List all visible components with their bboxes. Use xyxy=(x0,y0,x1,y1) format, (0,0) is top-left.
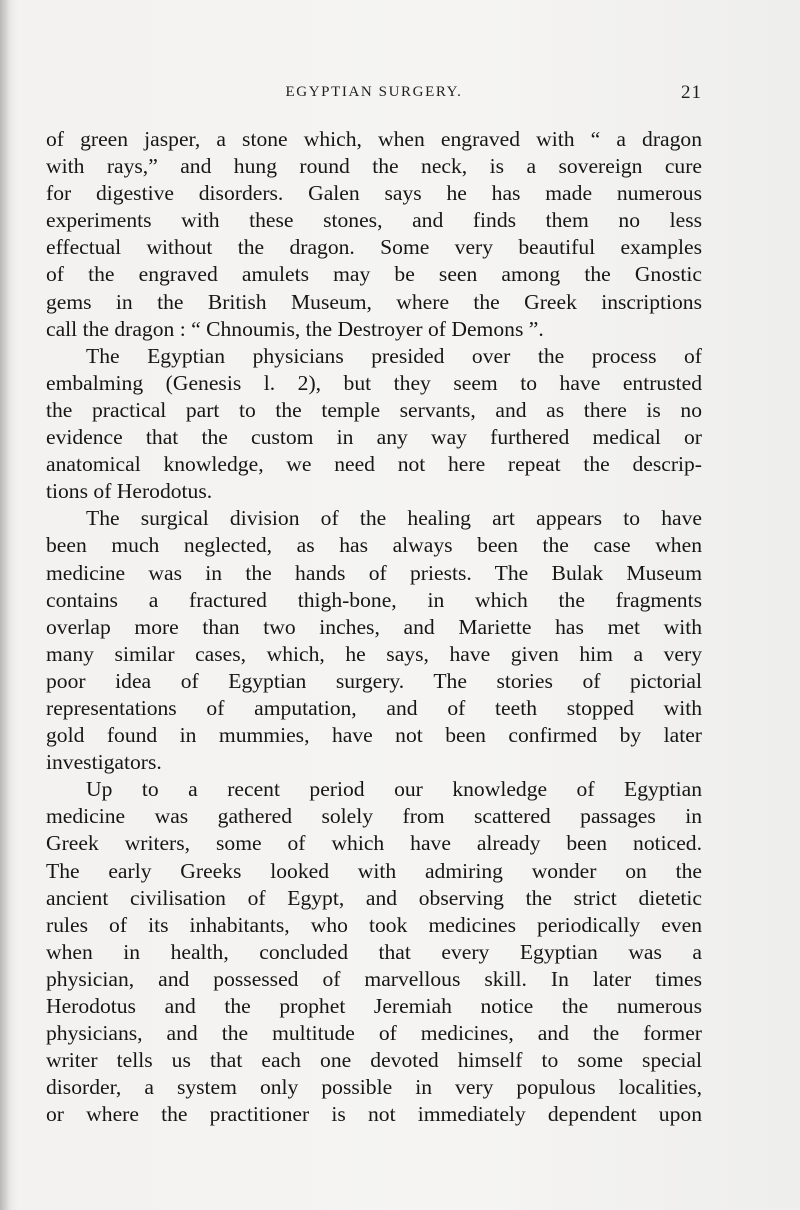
text-line: ancient civilisation of Egypt, and observing the strict dietetic xyxy=(46,885,702,910)
text-line: gems in the British Museum, where the Greek inscriptions xyxy=(46,289,702,314)
text-line: experiments with these stones, and finds them no less xyxy=(46,208,702,233)
text-line: tions of Herodotus. xyxy=(46,479,213,504)
text-line: effectual without the dragon. Some very beautiful examples xyxy=(46,235,702,260)
text-line: rules of its inhabitants, who took medicines periodically even xyxy=(46,912,702,937)
text-line: disorder, a system only possible in very populous localities, xyxy=(46,1075,702,1100)
text-line: investigators. xyxy=(46,750,162,775)
text-line: writer tells us that each one devoted himself to some special xyxy=(46,1048,702,1073)
text-line: embalming (Genesis l. 2), but they seem to have entrusted xyxy=(46,370,702,395)
text-line: when in health, concluded that every Egyptian was a xyxy=(46,939,702,964)
text-line: been much neglected, as has always been the case when xyxy=(46,533,702,558)
running-head xyxy=(46,84,702,108)
text-line: physician, and possessed of marvellous skill. In later times xyxy=(46,966,702,991)
text-line: representations of amputation, and of teeth stopped with xyxy=(46,695,702,720)
running-title: EGYPTIAN SURGERY. xyxy=(285,84,463,100)
text-line: Greek writers, some of which have already been noticed. xyxy=(46,831,702,856)
text-line: medicine was in the hands of priests. The Bulak Museum xyxy=(46,560,702,585)
text-line: or where the practitioner is not immediately dependent upon xyxy=(46,1102,702,1127)
text-line: for digestive disorders. Galen says he has made numerous xyxy=(46,181,702,206)
text-line: call the dragon : “ Chnoumis, the Destroyer of Demons ”. xyxy=(46,316,544,341)
text-line: contains a fractured thigh-bone, in which the fragments xyxy=(46,587,702,612)
paragraph-first-line: Up to a recent period our knowledge of Egyptian xyxy=(86,777,702,802)
paragraph-first-line: The surgical division of the healing art appears to have xyxy=(86,506,702,531)
page-number: 21 xyxy=(681,82,702,103)
text-line: medicine was gathered solely from scattered passages in xyxy=(46,804,702,829)
paragraph-first-line: The Egyptian physicians presided over the process of xyxy=(86,343,702,368)
text-line: evidence that the custom in any way furthered medical or xyxy=(46,425,702,450)
text-line: with rays,” and hung round the neck, is a sovereign cure xyxy=(46,154,702,179)
text-line: physicians, and the multitude of medicines, and the former xyxy=(46,1021,702,1046)
text-line: overlap more than two inches, and Mariette has met with xyxy=(46,614,702,639)
text-line: of green jasper, a stone which, when engraved with “ a dragon xyxy=(46,127,702,151)
text-line: many similar cases, which, he says, have given him a very xyxy=(46,641,702,666)
text-line: The early Greeks looked with admiring wonder on the xyxy=(46,858,702,883)
body-text xyxy=(46,126,702,1128)
text-line: poor idea of Egyptian surgery. The stories of pictorial xyxy=(46,668,702,693)
text-line: Herodotus and the prophet Jeremiah notice the numerous xyxy=(46,994,702,1018)
text-line: of the engraved amulets may be seen among the Gnostic xyxy=(46,262,702,287)
text-line: the practical part to the temple servants, and as there is no xyxy=(46,397,702,422)
text-line: anatomical knowledge, we need not here repeat the descrip- xyxy=(46,452,702,477)
text-line: gold found in mummies, have not been confirmed by later xyxy=(46,723,702,748)
gutter-shadow xyxy=(0,0,10,1210)
